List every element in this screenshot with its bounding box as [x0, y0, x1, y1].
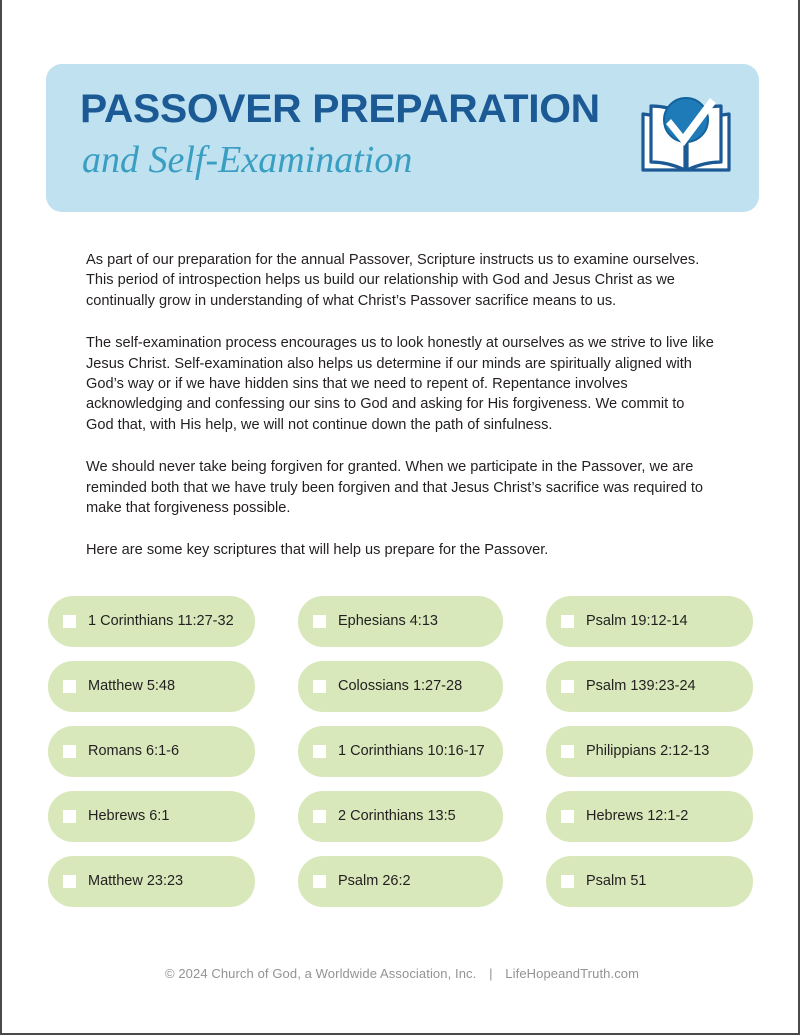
scripture-label: 1 Corinthians 10:16-17 [338, 743, 485, 760]
paragraph-1: As part of our preparation for the annual Passover, Scripture instructs us to examine ourselves. This period of introspection helps us build our relationship with God and Jesus Christ as we continually grow in understanding of what Christ’s Passover sacrifice means to us. [86, 252, 700, 309]
paragraph-2: The self-examination process encourages us to look honestly at ourselves as we strive to live like Jesus Christ. Self-examination also helps us determine if our minds are spiritually aligned with God’s way or if we have hidden sins that we need to repent of. Repentance involves acknowledging and confessing our sins to God and asking for His forgiveness. We commit to God that, with His help, we will not continue down the path of sinfulness. [86, 335, 714, 433]
page-title: PASSOVER PREPARATION [80, 87, 600, 131]
scripture-label: Romans 6:1-6 [88, 743, 180, 760]
scripture-label: Psalm 51 [586, 873, 647, 890]
open-book-with-checkmark-icon [638, 90, 734, 182]
checkbox-icon[interactable] [63, 875, 76, 888]
scripture-row [48, 791, 756, 842]
scripture-label: Psalm 26:2 [338, 873, 411, 890]
scripture-chip[interactable] [546, 791, 753, 842]
scripture-label: Matthew 23:23 [88, 873, 184, 890]
checkbox-icon[interactable] [313, 745, 326, 758]
page-footer [2, 966, 800, 981]
scripture-label: 2 Corinthians 13:5 [338, 808, 456, 825]
checkbox-icon[interactable] [63, 615, 76, 628]
scripture-label: Psalm 19:12-14 [586, 613, 688, 630]
checkbox-icon[interactable] [561, 745, 574, 758]
scripture-label: Psalm 139:23-24 [586, 678, 696, 695]
scripture-chip[interactable] [48, 661, 255, 712]
scripture-label: Colossians 1:27-28 [338, 678, 463, 695]
scripture-row [48, 726, 756, 777]
scripture-chip[interactable] [48, 726, 255, 777]
scripture-chip[interactable] [298, 726, 503, 777]
checkbox-icon[interactable] [63, 680, 76, 693]
scripture-label: Ephesians 4:13 [338, 613, 438, 630]
scripture-label: Hebrews 12:1-2 [586, 808, 689, 825]
scripture-row [48, 661, 756, 712]
header-banner [46, 64, 759, 212]
scripture-chip[interactable] [48, 791, 255, 842]
checkbox-icon[interactable] [313, 680, 326, 693]
checkbox-icon[interactable] [313, 810, 326, 823]
footer-separator: | [489, 966, 493, 981]
scripture-label: Hebrews 6:1 [88, 808, 170, 825]
scripture-chip[interactable] [298, 661, 503, 712]
copyright-text: © 2024 Church of God, a Worldwide Association, Inc. [164, 966, 477, 981]
checkbox-icon[interactable] [313, 615, 326, 628]
scripture-chip[interactable] [546, 856, 753, 907]
scripture-row [48, 596, 756, 647]
scripture-chip[interactable] [546, 596, 753, 647]
website-link[interactable]: LifeHopeandTruth.com [505, 966, 640, 981]
checkbox-icon[interactable] [561, 810, 574, 823]
scripture-chip[interactable] [298, 596, 503, 647]
scripture-label: Matthew 5:48 [88, 678, 176, 695]
checkbox-icon[interactable] [313, 875, 326, 888]
scripture-label: 1 Corinthians 11:27-32 [88, 613, 234, 630]
checkbox-icon[interactable] [561, 875, 574, 888]
scripture-chip[interactable] [48, 596, 255, 647]
checkbox-icon[interactable] [561, 680, 574, 693]
scripture-checklist [48, 596, 756, 907]
page-subtitle: and Self-Examination [82, 139, 413, 181]
scripture-chip[interactable] [48, 856, 255, 907]
scripture-label: Philippians 2:12-13 [586, 743, 710, 760]
scripture-chip[interactable] [546, 661, 753, 712]
scripture-chip[interactable] [298, 856, 503, 907]
scripture-row [48, 856, 756, 907]
checkbox-icon[interactable] [63, 745, 76, 758]
checkbox-icon[interactable] [561, 615, 574, 628]
intro-text-block [86, 250, 714, 561]
checkbox-icon[interactable] [63, 810, 76, 823]
scripture-chip[interactable] [298, 791, 503, 842]
scripture-chip[interactable] [546, 726, 753, 777]
paragraph-4: Here are some key scriptures that will help us prepare for the Passover. [86, 542, 549, 559]
paragraph-3: We should never take being forgiven for granted. When we participate in the Passover, we are reminded both that we have truly been forgiven and that Jesus Christ’s sacrifice was required to make that forgiveness possible. [86, 459, 704, 517]
